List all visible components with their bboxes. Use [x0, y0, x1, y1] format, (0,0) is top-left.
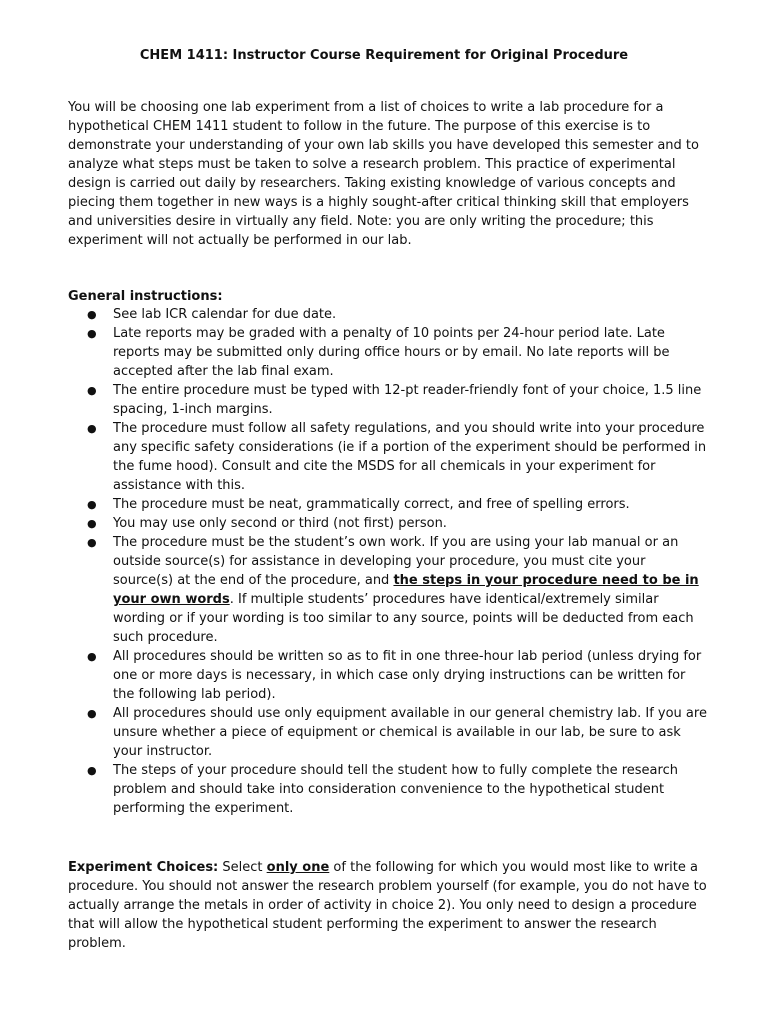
general-instructions-list	[68, 305, 708, 818]
document-title: CHEM 1411: Instructor Course Requirement for Original Procedure	[139, 48, 629, 63]
experiment-choices-paragraph: Experiment Choices: Select only one of the following for which you would most like to write a procedure. You should not answer the research problem yourself (for example, you do not have to actually arrange the metals in order of activity in choice 2). You only need to design a procedure that will allow the hypothetical student performing the experiment to answer the research problem.	[68, 860, 707, 951]
bullet-icon: ●	[87, 384, 97, 397]
list-item: ● See lab ICR calendar for due date.	[87, 307, 337, 322]
bullet-icon: ●	[87, 498, 97, 511]
intro-paragraph: You will be choosing one lab experiment from a list of choices to write a lab procedure for a hypothetical CHEM 1411 student to follow in the future. The purpose of this exercise is to demonstrate your understanding of your own lab skills you have developed this semester and to analyze what steps must be taken to solve a research problem. This practice of experimental design is carried out daily by researchers. Taking existing knowledge of various concepts and piecing them together in new ways is a highly sought-after critical thinking skill that employers and universities desire in virtually any field. Note: you are only writing the procedure; this experiment will not actually be performed in our lab.	[68, 100, 699, 248]
bullet-icon: ●	[87, 536, 97, 549]
list-item: ● You may use only second or third (not first) person.	[87, 516, 447, 531]
bullet-icon: ●	[87, 764, 97, 777]
bullet-icon: ●	[87, 650, 97, 663]
list-item: ● The procedure must be the student’s own work. If you are using your lab manual or an outside source(s) for assistance in developing your procedure, you must cite your source(s) at the end of the procedure, and the steps in your procedure need to be in your own words. If multiple students’ procedures have identical/extremely similar wording or if your wording is too similar to any source, points will be deducted from each such procedure.	[87, 535, 699, 645]
bullet-icon: ●	[87, 308, 97, 321]
list-item: ● The procedure must follow all safety regulations, and you should write into your procedure any specific safety considerations (ie if a portion of the experiment should be performed in the fume hood). Consult and cite the MSDS for all chemicals in your experiment for assistance with this.	[87, 421, 707, 493]
list-item: ● All procedures should be written so as to fit in one three-hour lab period (unless drying for one or more days is necessary, in which case only drying instructions can be written for the following lab period).	[87, 649, 702, 702]
only-one-emphasis: only one	[266, 860, 330, 875]
bullet-icon: ●	[87, 327, 97, 340]
general-instructions-heading: General instructions:	[68, 289, 223, 304]
list-item: ● The entire procedure must be typed with 12-pt reader-friendly font of your choice, 1.5 line spacing, 1-inch margins.	[87, 383, 702, 417]
bullet-icon: ●	[87, 422, 97, 435]
bullet-icon: ●	[87, 517, 97, 530]
list-item: ● The steps of your procedure should tell the student how to fully complete the research problem and should take into consideration convenience to the hypothetical student performing the experiment.	[87, 763, 678, 816]
list-item: ● Late reports may be graded with a penalty of 10 points per 24-hour period late. Late reports may be submitted only during office hours or by email. No late reports will be accepted after the lab final exam.	[87, 326, 670, 379]
experiment-choices-heading: Experiment Choices:	[68, 860, 219, 875]
list-item: ● The procedure must be neat, grammatically correct, and free of spelling errors.	[87, 497, 630, 512]
bullet-icon: ●	[87, 707, 97, 720]
own-words-emphasis: the steps in your procedure need to be in your own words	[113, 573, 699, 607]
list-item: ● All procedures should use only equipment available in our general chemistry lab. If you are unsure whether a piece of equipment or chemical is available in our lab, be sure to ask your instructor.	[87, 706, 707, 759]
